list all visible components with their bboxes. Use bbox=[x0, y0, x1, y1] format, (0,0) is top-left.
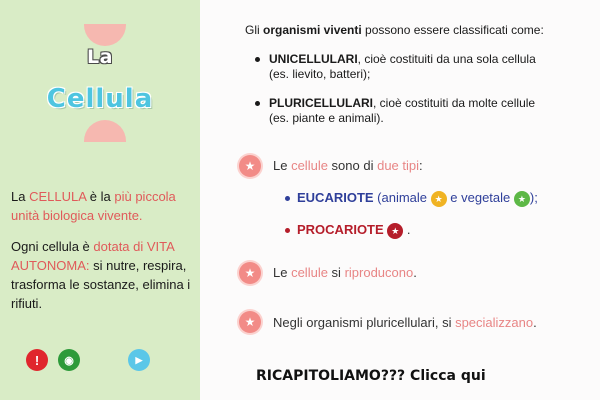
cell-types-cellule: cellule bbox=[291, 158, 328, 173]
cell-types-line bbox=[273, 158, 423, 173]
pluricellulari-text: , cioè costituiti da molte cellule bbox=[373, 96, 536, 110]
eye-icon: ◉ bbox=[64, 354, 74, 367]
eucariote-end: ); bbox=[529, 190, 538, 205]
reproduce-mid: si bbox=[327, 265, 345, 280]
autonomy-paragraph bbox=[11, 237, 193, 313]
play-button[interactable] bbox=[128, 349, 150, 371]
star-glyph: ★ bbox=[244, 159, 256, 173]
right-panel bbox=[200, 0, 600, 400]
list-item-pluricellulari bbox=[255, 96, 585, 126]
procariote-star-icon[interactable] bbox=[387, 223, 403, 239]
intro-line bbox=[245, 23, 544, 37]
specialize-verb: specializzano bbox=[455, 315, 534, 330]
cell-types-tipi: due tipi bbox=[377, 158, 420, 173]
reproduce-cellule: cellule bbox=[291, 265, 328, 280]
left-description bbox=[11, 187, 193, 325]
unicellulari-label: UNICELLULARI bbox=[269, 52, 358, 66]
unicellulari-example: (es. lievito, batteri); bbox=[269, 67, 371, 81]
title-la: La bbox=[87, 46, 113, 68]
title-pill-bottom bbox=[84, 120, 126, 142]
eucariote-animale: (animale bbox=[373, 190, 428, 205]
autonomy-highlight: dotata di VITA AUTONOMA: bbox=[11, 239, 175, 273]
recap-link[interactable]: RICAPITOLIAMO??? Clicca qui bbox=[256, 368, 486, 384]
cell-types-post: : bbox=[419, 158, 423, 173]
animal-star-glyph: ★ bbox=[434, 193, 443, 204]
pluricellulari-label: PLURICELLULARI bbox=[269, 96, 373, 110]
autonomy-text-post: si nutre, respira, trasforma le sostanze, elimina i rifiuti. bbox=[11, 258, 191, 311]
title-cellula: Cellula bbox=[46, 84, 154, 114]
star-icon-specialize[interactable] bbox=[239, 311, 261, 333]
unicellulari-text: , cioè costituiti da una sola cellula bbox=[357, 52, 536, 66]
star-icon-reproduce[interactable] bbox=[239, 262, 261, 284]
eucariote-vegetale: e vegetale bbox=[446, 190, 514, 205]
star-glyph-specialize: ★ bbox=[244, 315, 256, 329]
title-pill-top bbox=[84, 24, 126, 46]
definition-paragraph bbox=[11, 187, 193, 225]
exclamation-icon: ! bbox=[34, 352, 40, 368]
def-cellula: CELLULA bbox=[29, 189, 87, 204]
intro-bold: organismi viventi bbox=[263, 23, 362, 37]
autonomy-text: Ogni cellula è bbox=[11, 239, 94, 254]
star-icon[interactable] bbox=[239, 155, 261, 177]
reproduce-pre: Le bbox=[273, 265, 292, 280]
organism-list bbox=[255, 52, 585, 140]
cell-types-pre: Le bbox=[273, 158, 292, 173]
eucariote-line bbox=[297, 190, 538, 207]
reproduce-post: . bbox=[413, 265, 417, 280]
intro-pre: Gli bbox=[245, 23, 263, 37]
procariote-line bbox=[297, 222, 411, 239]
cell-types-mid: sono di bbox=[327, 158, 378, 173]
list-item-unicellulari bbox=[255, 52, 585, 82]
specialize-post: . bbox=[533, 315, 537, 330]
specialize-line bbox=[273, 315, 537, 330]
animal-star-icon[interactable] bbox=[431, 191, 447, 207]
plant-star-glyph: ★ bbox=[517, 193, 526, 204]
procariote-end: . bbox=[403, 222, 411, 237]
def-text-mid: è la bbox=[86, 189, 115, 204]
def-text: La bbox=[11, 189, 30, 204]
plant-star-icon[interactable] bbox=[514, 191, 530, 207]
left-panel bbox=[0, 0, 200, 400]
star-glyph-reproduce: ★ bbox=[244, 266, 256, 280]
play-icon: ▶ bbox=[135, 354, 143, 365]
eucariote-label: EUCARIOTE bbox=[297, 190, 374, 205]
intro-post: possono essere classificati come: bbox=[361, 23, 544, 37]
eucariote-bullet bbox=[285, 196, 290, 201]
view-button[interactable] bbox=[58, 349, 80, 371]
procariote-label: PROCARIOTE bbox=[297, 222, 384, 237]
reproduce-verb: riproducono bbox=[344, 265, 414, 280]
procariote-bullet bbox=[285, 228, 290, 233]
procariote-star-glyph: ★ bbox=[391, 225, 400, 236]
def-highlight: più piccola unità biologica vivente. bbox=[11, 189, 176, 223]
specialize-pre: Negli organismi pluricellulari, si bbox=[273, 315, 456, 330]
reproduce-line bbox=[273, 265, 417, 280]
pluricellulari-example: (es. piante e animali). bbox=[269, 111, 384, 125]
alert-button[interactable] bbox=[26, 349, 48, 371]
